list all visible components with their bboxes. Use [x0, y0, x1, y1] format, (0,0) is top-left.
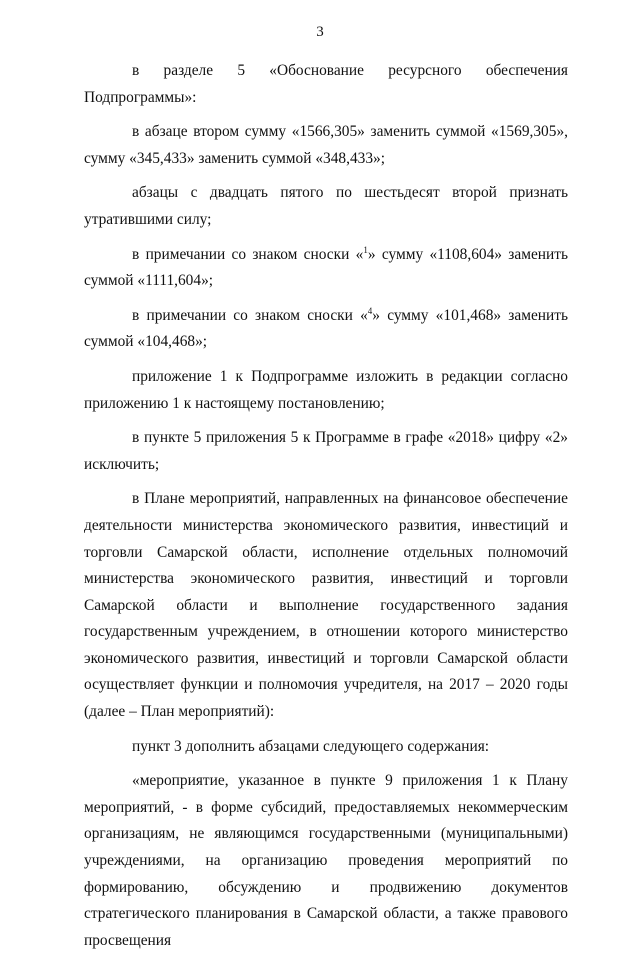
paragraph-appendix-1: приложение 1 к Подпрограмме изложить в редакции согласно приложению 1 к настоящему постановлению; — [84, 367, 568, 412]
footnote-1-text-after: » сумму «1108,604» заменить суммой «1111,604»; — [84, 245, 568, 290]
footnote-1-marker: 1 — [363, 244, 368, 255]
document-body — [84, 58, 568, 962]
page-number: 3 — [316, 24, 324, 40]
footnote-1-text-before: в примечании со знаком сноски « — [132, 245, 364, 263]
paragraph-footnote-4 — [84, 303, 568, 356]
paragraph-footnote-1 — [84, 242, 568, 295]
paragraph-second-abzac: в абзаце втором сумму «1566,305» заменить суммой «1569,305», сумму «345,433» заменить суммой «348,433»; — [84, 123, 568, 167]
paragraph-point-3: пункт 3 дополнить абзацами следующего содержания: — [132, 737, 490, 755]
footnote-4-text-after: » сумму «101,468» заменить суммой «104,468»; — [84, 306, 568, 351]
paragraph-plan-of-measures: в Плане мероприятий, направленных на финансовое обеспечение деятельности министерства экономического развития, инвестиций и торговли Самарской области, исполнение отдельных полномочий министерства экономического развития, инвестиций и торговли Самарской области и выполнение государственного задания государственным учреждением, в отношении которого министерство экономического развития, инвестиций и торговли Самарской области осуществляет функции и полномочия учредителя, на 2017 – 2020 годы (далее – План мероприятий): — [84, 490, 568, 721]
paragraph-section-5: в разделе 5 «Обоснование ресурсного обеспечения Подпрограммы»: — [84, 62, 568, 106]
footnote-4-text-before: в примечании со знаком сноски « — [132, 306, 368, 324]
paragraph-appendix-5: в пункте 5 приложения 5 к Программе в графе «2018» цифру «2» исключить; — [84, 429, 568, 473]
footnote-4-marker: 4 — [367, 305, 373, 316]
paragraph-measure-quote: «мероприятие, указанное в пункте 9 приложения 1 к Плану мероприятий, - в форме субсидий, предоставляемых некоммерческим организациям, не являющимся государственными (муниципальными) учреждениями, на организацию проведения мероприятий по формированию, обсуждению и продвижению документов стратегического планирования в Самарской области, а также правового просвещения — [84, 772, 568, 949]
paragraph-abzacy-invalid: абзацы с двадцать пятого по шестьдесят второй признать утратившими силу; — [84, 184, 568, 228]
